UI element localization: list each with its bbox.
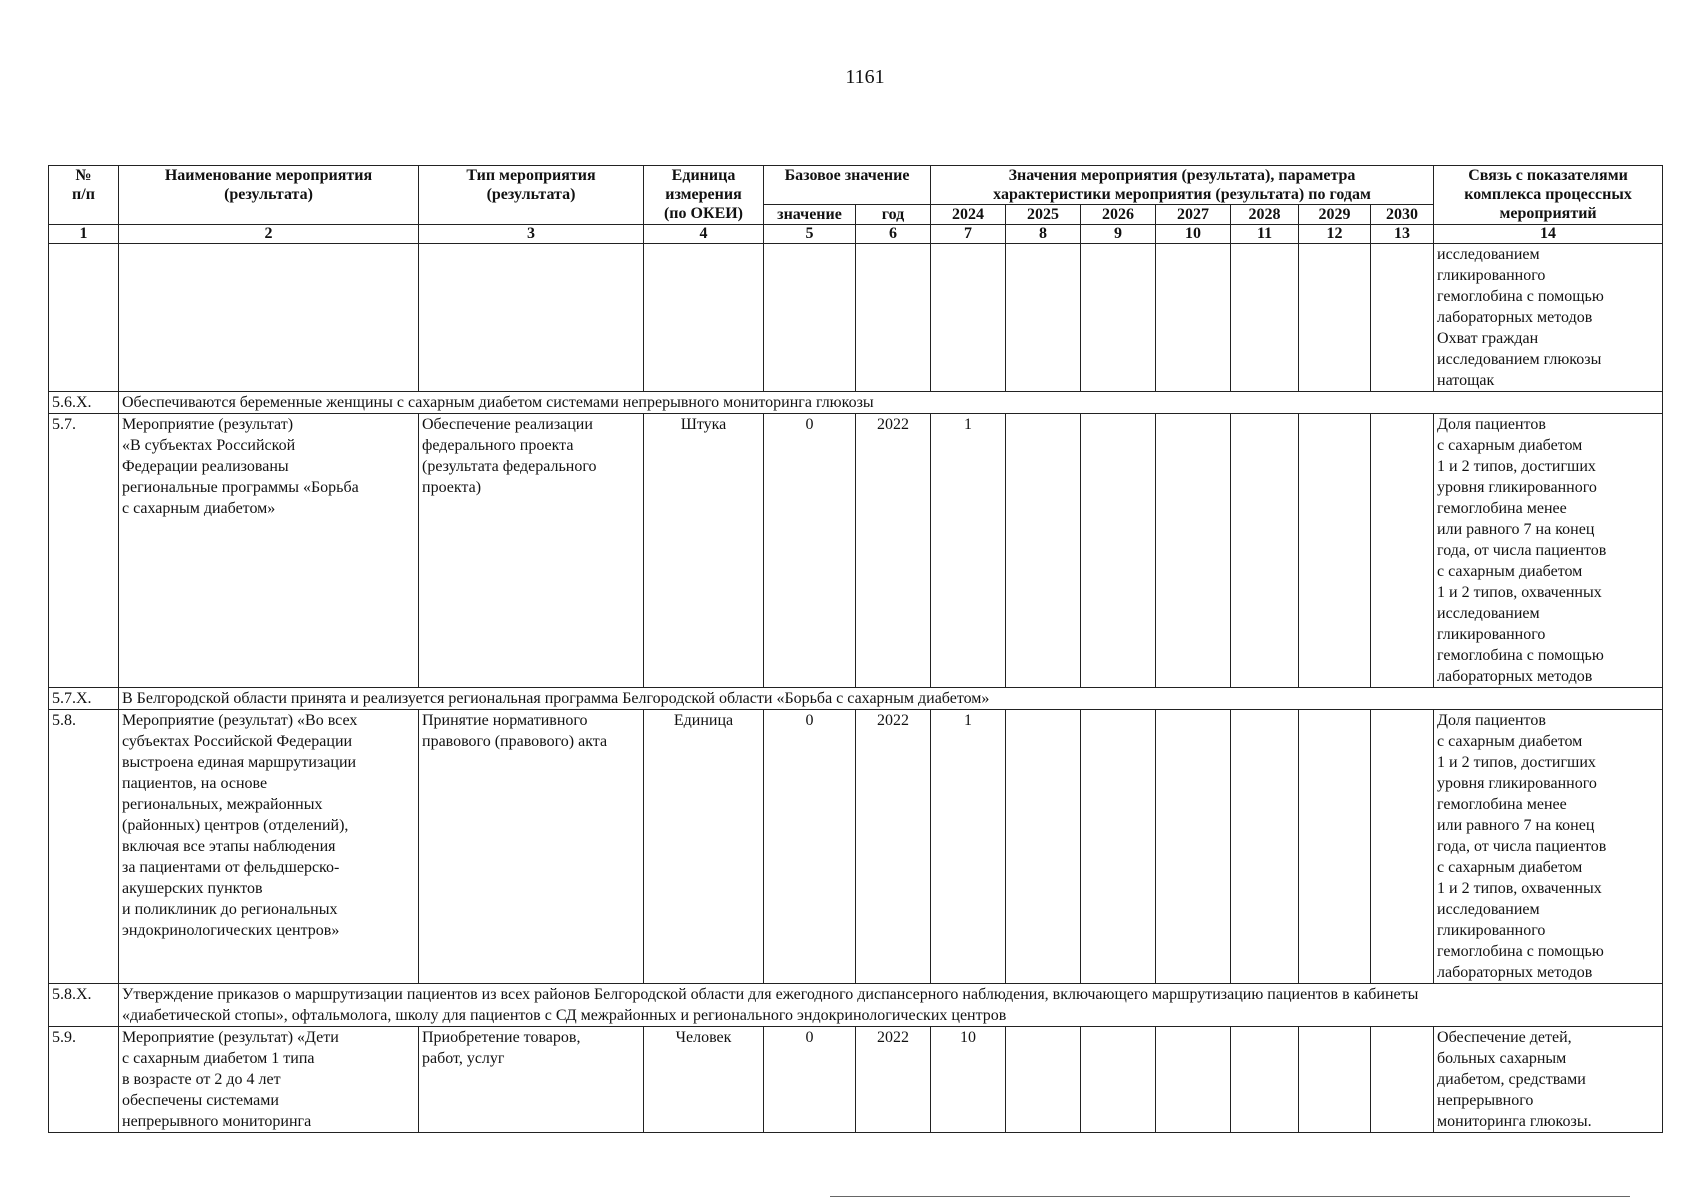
- column-number: 2: [119, 225, 419, 244]
- row-number: 5.7.Х.: [49, 688, 119, 710]
- activity-name: Мероприятие (результат) «Во всех субъектах Российской Федерации выстроена единая маршрутизации пациентов, на основе региональных, межрайонных (районных) центров (отделений), включая все этапы наблюдения за пациентами от фельдшерско- акушерских пунктов и поликлиник до региональных эндокринологических центров»: [119, 710, 419, 984]
- header-year: 2030: [1371, 205, 1434, 225]
- header-values-by-year: Значения мероприятия (результата), параметра характеристики мероприятия (результата) по годам: [931, 166, 1434, 205]
- section-text: В Белгородской области принята и реализуется региональная программа Белгородской области «Борьба с сахарным диабетом»: [119, 688, 1663, 710]
- header-year: 2028: [1231, 205, 1299, 225]
- column-number: 7: [931, 225, 1006, 244]
- column-number: 13: [1371, 225, 1434, 244]
- activity-type: Приобретение товаров, работ, услуг: [419, 1027, 644, 1133]
- activity-name: Мероприятие (результат) «Дети с сахарным диабетом 1 типа в возрасте от 2 до 4 лет обеспечены системами непрерывного мониторинга: [119, 1027, 419, 1133]
- header-unit: Единица измерения (по ОКЕИ): [644, 166, 764, 225]
- header-year: 2024: [931, 205, 1006, 225]
- base-value-cell: 0: [764, 1027, 856, 1133]
- section-row: [49, 984, 1663, 1027]
- row-number: 5.8.Х.: [49, 984, 119, 1027]
- column-number: 12: [1299, 225, 1371, 244]
- unit-cell: Штука: [644, 414, 764, 688]
- link-cell: Доля пациентов с сахарным диабетом 1 и 2 типов, достигших уровня гликированного гемоглобина менее или равного 7 на конец года, от числа пациентов с сахарным диабетом 1 и 2 типов, охваченных исследованием гликированного гемоглобина с помощью лабораторных методов: [1434, 710, 1663, 984]
- table-row: [49, 1027, 1663, 1133]
- column-number: 10: [1156, 225, 1231, 244]
- column-number: 3: [419, 225, 644, 244]
- table-row-continuation: [49, 244, 1663, 392]
- activities-table: [48, 165, 1663, 1133]
- header-type: Тип мероприятия (результата): [419, 166, 644, 225]
- section-row: [49, 392, 1663, 414]
- footer-divider: [830, 1196, 1630, 1197]
- header-base-year: год: [856, 205, 931, 225]
- link-cell: исследованием гликированного гемоглобина с помощью лабораторных методов Охват граждан исследованием глюкозы натощак: [1434, 244, 1663, 392]
- header-num: № п/п: [49, 166, 119, 225]
- row-number: 5.7.: [49, 414, 119, 688]
- activity-name: Мероприятие (результат) «В субъектах Российской Федерации реализованы региональные программы «Борьба с сахарным диабетом»: [119, 414, 419, 688]
- year-2024-cell: 1: [931, 414, 1006, 688]
- base-value-cell: 0: [764, 414, 856, 688]
- table-row: [49, 414, 1663, 688]
- base-year-cell: 2022: [856, 710, 931, 984]
- column-number: 14: [1434, 225, 1663, 244]
- header-name: Наименование мероприятия (результата): [119, 166, 419, 225]
- column-number: 1: [49, 225, 119, 244]
- base-year-cell: 2022: [856, 414, 931, 688]
- activity-type: Обеспечение реализации федерального проекта (результата федерального проекта): [419, 414, 644, 688]
- header-year: 2027: [1156, 205, 1231, 225]
- year-2024-cell: 1: [931, 710, 1006, 984]
- row-number: 5.6.Х.: [49, 392, 119, 414]
- link-cell: Доля пациентов с сахарным диабетом 1 и 2 типов, достигших уровня гликированного гемоглобина менее или равного 7 на конец года, от числа пациентов с сахарным диабетом 1 и 2 типов, охваченных исследованием гликированного гемоглобина с помощью лабораторных методов: [1434, 414, 1663, 688]
- column-number: 9: [1081, 225, 1156, 244]
- header-link: Связь с показателями комплекса процессных мероприятий: [1434, 166, 1663, 225]
- section-text: Утверждение приказов о маршрутизации пациентов из всех районов Белгородской области для ежегодного диспансерного наблюдения, включающего маршрутизацию пациентов в кабинеты «диабетической стопы», офтальмолога, школу для пациентов с СД межрайонных и регионального эндокринологических центров: [119, 984, 1663, 1027]
- section-row: [49, 688, 1663, 710]
- base-year-cell: 2022: [856, 1027, 931, 1133]
- column-number: 11: [1231, 225, 1299, 244]
- column-number: 4: [644, 225, 764, 244]
- header-year: 2029: [1299, 205, 1371, 225]
- unit-cell: Единица: [644, 710, 764, 984]
- row-number: 5.9.: [49, 1027, 119, 1133]
- activity-type: Принятие нормативного правового (правового) акта: [419, 710, 644, 984]
- year-2024-cell: 10: [931, 1027, 1006, 1133]
- column-number: 6: [856, 225, 931, 244]
- header-year: 2026: [1081, 205, 1156, 225]
- unit-cell: Человек: [644, 1027, 764, 1133]
- column-number: 5: [764, 225, 856, 244]
- header-base-value: значение: [764, 205, 856, 225]
- header-year: 2025: [1006, 205, 1081, 225]
- page-number: 1161: [845, 66, 885, 88]
- link-cell: Обеспечение детей, больных сахарным диабетом, средствами непрерывного мониторинга глюкозы.: [1434, 1027, 1663, 1133]
- row-number: 5.8.: [49, 710, 119, 984]
- section-text: Обеспечиваются беременные женщины с сахарным диабетом системами непрерывного мониторинга глюкозы: [119, 392, 1663, 414]
- base-value-cell: 0: [764, 710, 856, 984]
- table-row: [49, 710, 1663, 984]
- header-base: Базовое значение: [764, 166, 931, 205]
- column-number: 8: [1006, 225, 1081, 244]
